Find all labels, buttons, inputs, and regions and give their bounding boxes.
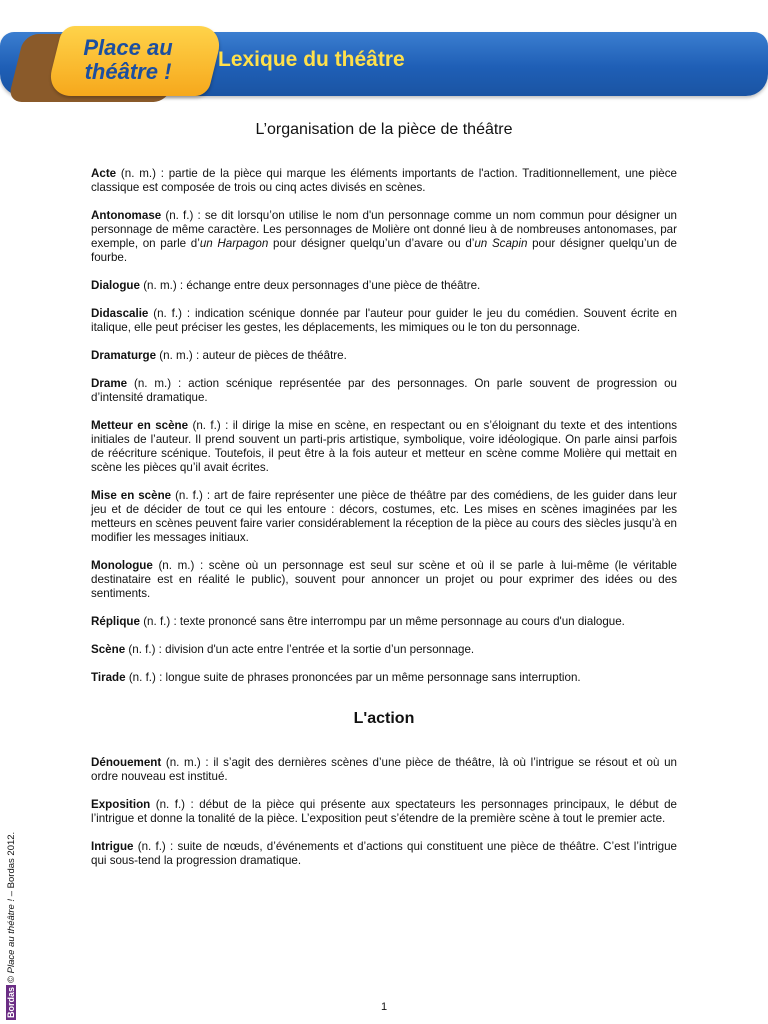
entry-term: Monologue bbox=[91, 559, 153, 572]
entry-def: début de la pièce qui présente aux spectateurs les personnages principaux, le début de l’intrigue et donne la tonalité de la pièce. L’exposition peut s’étendre de la première scène à tout le premier acte. bbox=[91, 798, 677, 825]
entry-gram: (n. m.) : bbox=[161, 756, 214, 769]
entry-term: Intrigue bbox=[91, 840, 134, 853]
entry-gram: (n. m.) : bbox=[116, 167, 169, 180]
entry-def: il s’agit des dernières scènes d’une pièce de théâtre, là où l’intrigue se résout et où un ordre nouveau est institué. bbox=[91, 756, 677, 783]
entry-gram: (n. m.) : bbox=[139, 279, 187, 292]
entry-def: auteur de pièces de théâtre. bbox=[202, 349, 347, 362]
copyright-title: Place au théâtre ! bbox=[6, 898, 17, 974]
entry-def: se dit lorsqu’on utilise le nom d'un personnage comme un nom commun pour désigner un personnage de même caractère. Les personnages de Molière ont donné lieu à de nombreuses antonomases, par exemple, on parle d’ bbox=[91, 209, 677, 250]
entry-tirade bbox=[91, 671, 677, 685]
logo-text bbox=[68, 36, 188, 84]
entry-denouement bbox=[91, 756, 677, 784]
copyright-symbol: © bbox=[6, 975, 17, 983]
entry-gram: (n. f.) : bbox=[139, 615, 180, 628]
entry-term: Scène bbox=[91, 643, 126, 656]
entry-def: indication scénique donnée par l'auteur pour guider le jeu du comédien. Souvent écrite en italique, elle peut préciser les gestes, les déplacements, les mimiques ou le ton du personnage. bbox=[91, 307, 677, 334]
entry-def: texte prononcé sans être interrompu par un même personnage au cours d'un dialogue. bbox=[179, 615, 625, 628]
entry-monologue bbox=[91, 559, 677, 601]
entry-def: échange entre deux personnages d’une pièce de théâtre. bbox=[186, 279, 481, 292]
entry-term: Dénouement bbox=[91, 756, 162, 769]
entry-gram: (n. f.) : bbox=[171, 489, 215, 502]
entry-def: pour désigner quelqu’un de fourbe. bbox=[91, 237, 677, 264]
entry-dramaturge bbox=[91, 349, 677, 363]
entry-term: Mise en scène bbox=[91, 489, 172, 502]
entry-term: Antonomase bbox=[91, 209, 162, 222]
entry-term: Acte bbox=[91, 167, 117, 180]
copyright-rest: – Bordas 2012. bbox=[6, 831, 17, 899]
copyright-side-note bbox=[6, 832, 17, 1020]
entry-replique bbox=[91, 615, 677, 629]
entry-scene bbox=[91, 643, 677, 657]
entry-dialogue bbox=[91, 279, 677, 293]
entry-italic: un Harpagon bbox=[199, 237, 269, 250]
section-title-action: L'action bbox=[353, 710, 415, 727]
entry-term: Exposition bbox=[91, 798, 151, 811]
page-title: Lexique du théâtre bbox=[218, 48, 405, 71]
entry-gram: (n. f.) : bbox=[125, 643, 166, 656]
entry-def: suite de nœuds, d’événements et d’actions qui constituent une pièce de théâtre. C’est l’intrigue qui sous-tend la progression dramatique. bbox=[91, 840, 677, 867]
entry-gram: (n. f.) : bbox=[188, 419, 233, 432]
entry-term: Dialogue bbox=[91, 279, 140, 292]
entry-term: Drame bbox=[91, 377, 128, 390]
entry-gram: (n. f.) : bbox=[125, 671, 166, 684]
entry-def: scène où un personnage est seul sur scène et où il se parle à lui-même (le véritable destinataire est en réalité le public), souvent pour annoncer un projet ou pour exprimer des idées ou des sentiments. bbox=[91, 559, 677, 600]
entry-gram: (n. m.) : bbox=[127, 377, 189, 390]
entry-gram: (n. f.) : bbox=[133, 840, 178, 853]
entry-term: Tirade bbox=[91, 671, 126, 684]
logo-line-1: Place au bbox=[83, 35, 173, 60]
logo-line-2: théâtre ! bbox=[84, 59, 172, 84]
entry-mise-en-scene bbox=[91, 489, 677, 545]
entry-intrigue bbox=[91, 840, 677, 868]
entry-exposition bbox=[91, 798, 677, 826]
entry-italic: un Scapin bbox=[474, 237, 528, 250]
entry-def: division d'un acte entre l’entrée et la sortie d’un personnage. bbox=[165, 643, 475, 656]
entry-term: Metteur en scène bbox=[91, 419, 189, 432]
entry-gram: (n. m.) : bbox=[152, 559, 209, 572]
entry-acte bbox=[91, 167, 677, 195]
entry-metteur-en-scene bbox=[91, 419, 677, 475]
entry-antonomase bbox=[91, 209, 677, 265]
section-title-organisation: L’organisation de la pièce de théâtre bbox=[255, 121, 513, 138]
entry-term: Didascalie bbox=[91, 307, 149, 320]
entry-def: partie de la pièce qui marque les éléments importants de l'action. Traditionnellement, une pièce classique est composée de trois ou cinq actes divisés en scènes. bbox=[91, 167, 677, 194]
entry-def: pour désigner quelqu’un d’avare ou d’ bbox=[268, 237, 475, 250]
entry-didascalie bbox=[91, 307, 677, 335]
page-number: 1 bbox=[380, 1001, 388, 1013]
entry-def: longue suite de phrases prononcées par un même personnage sans interruption. bbox=[165, 671, 581, 684]
document-body bbox=[91, 120, 677, 882]
publisher-logo: Bordas bbox=[6, 986, 16, 1018]
entry-term: Réplique bbox=[91, 615, 140, 628]
entry-drame bbox=[91, 377, 677, 405]
entry-gram: (n. m.) : bbox=[156, 349, 203, 362]
entry-def: il dirige la mise en scène, en respectant ou en s’éloignant du texte et des intentions initiales de l’auteur. Il prend souvent un parti-pris artistique, symbolique, voire idéologique. On parle ainsi parfois de réécriture scénique. Toutefois, il peut être à la fois auteur et metteur en scène comme Molière qui mettait en scène les pièces qu’il avait écrites. bbox=[91, 419, 677, 474]
entry-gram: (n. f.) : bbox=[148, 307, 195, 320]
entry-term: Dramaturge bbox=[91, 349, 157, 362]
entry-def: action scénique représentée par des personnages. On parle souvent de progression ou d’intensité dramatique. bbox=[91, 377, 677, 404]
entry-def: art de faire représenter une pièce de théâtre par des comédiens, de les guider dans leur jeu et de décider de tout ce qui les entoure : décors, costumes, etc. Les mises en scènes imaginées par les metteurs en scènes peuvent faire varier considérablement la réception de la pièce au cours des siècles jusqu’à en modifier les messages initiaux. bbox=[91, 489, 677, 544]
entry-gram: (n. f.) : bbox=[161, 209, 205, 222]
entry-gram: (n. f.) : bbox=[150, 798, 200, 811]
